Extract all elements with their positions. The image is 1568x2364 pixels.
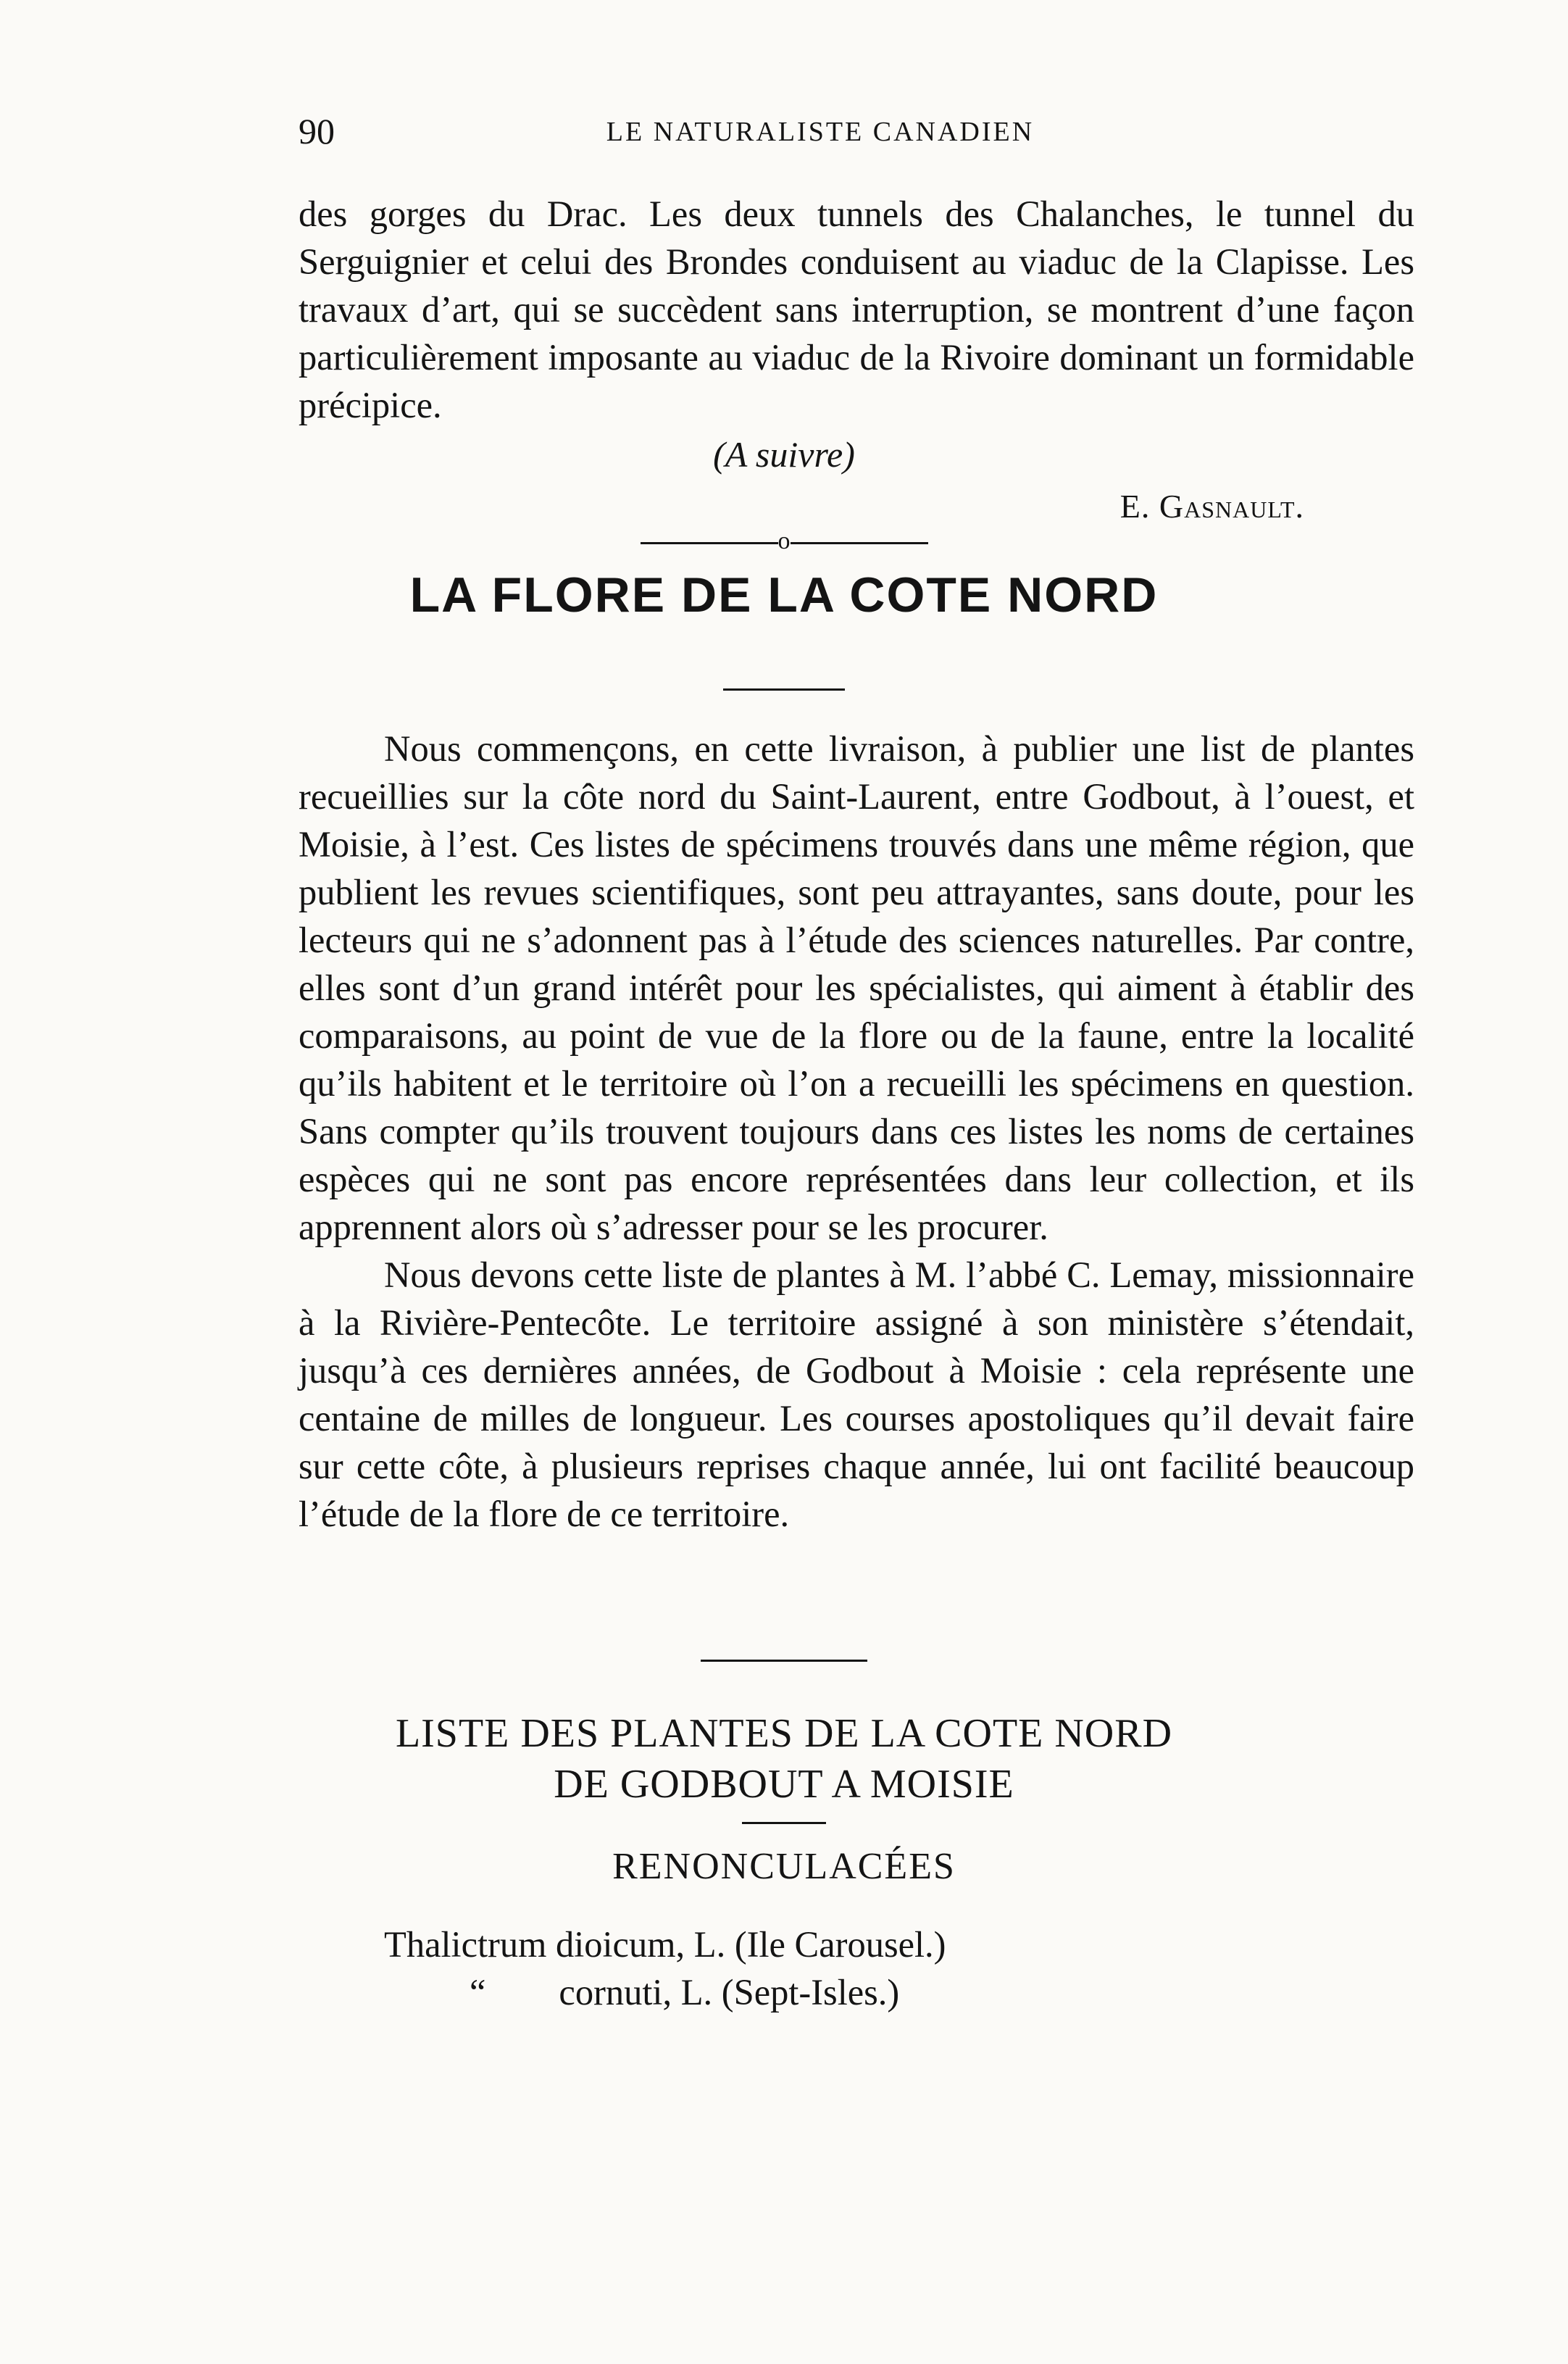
section-text (299, 725, 1414, 1538)
plant-entry: “ cornuti, L. (Sept-Isles.) (470, 1972, 900, 2013)
section-paragraph-1: Nous commençons, en cette livraison, à publier une list de plantes recueillies sur la côte nord du Saint-Laurent, entre Godbout, à l’ouest, et Moisie, à l’est. Ces listes de spécimens trouvés dans une même région, que publient les revues scientifiques, sont peu attrayantes, sans doute, pour les lecteurs qui ne s’adonnent pas à l’étude des sciences naturelles. Par contre, elles sont d’un grand intérêt pour les spécialistes, qui aiment à établir des comparaisons, au point de vue de la flore ou de la faune, entre la localité qu’ils habitent et le territoire où l’on a recueilli les spécimens en question. Sans compter qu’ils trouvent toujours dans ces listes les noms de certaines espèces qui ne sont pas encore représentées dans leur collection, et ils apprennent alors où s’adresser pour se les procurer. (299, 728, 1414, 1247)
family-title: RENONCULACÉES (612, 1846, 956, 1887)
continuation-paragraph: des gorges du Drac. Les deux tunnels des Chalanches, le tunnel du Serguignier et celui des Brondes conduisent au viaduc de la Clapisse. Les travaux d’art, qui se succèdent sans interruption, se montrent d’une façon particulièrement imposante au viaduc de la Rivoire dominant un formidable précipice. (299, 193, 1414, 425)
to-be-continued: (A suivre) (713, 434, 855, 475)
section-end-rule (701, 1660, 867, 1662)
list-title-rule (742, 1822, 826, 1824)
title-rule (723, 688, 845, 691)
author-signature: E. Gasnault. (1119, 488, 1304, 525)
plant-entry: Thalictrum dioicum, L. (Ile Carousel.) (384, 1924, 946, 1965)
ornament-separator (0, 528, 1568, 555)
list-title-line-2: DE GODBOUT A MOISIE (554, 1762, 1014, 1807)
page-header (299, 110, 1342, 154)
separator-dash (791, 542, 928, 544)
continuation-text (299, 190, 1414, 429)
running-title: LE NATURALISTE CANADIEN (606, 117, 1035, 147)
page-number: 90 (299, 111, 335, 151)
section-title: LA FLORE DE LA COTE NORD (409, 567, 1159, 623)
section-paragraph-2: Nous devons cette liste de plantes à M. l’abbé C. Lemay, missionnaire à la Rivière-Pentecôte. Le territoire assigné à son ministère s’étendait, jusqu’à ces dernières années, de Godbout à Moisie : cela représente une centaine de milles de longueur. Les courses apostoliques qu’il devait faire sur cette côte, à plusieurs reprises chaque année, lui ont facilité beaucoup l’étude de la flore de ce territoire. (299, 1254, 1414, 1534)
list-title-line-1: LISTE DES PLANTES DE LA COTE NORD (395, 1711, 1173, 1756)
separator-o: o (777, 528, 791, 554)
separator-dash (641, 542, 778, 544)
